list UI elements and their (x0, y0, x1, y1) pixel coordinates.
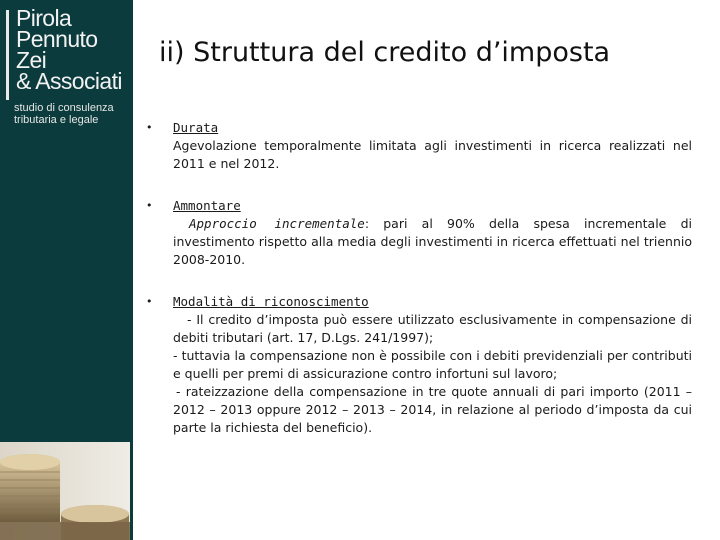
bullet-dot: • (146, 121, 153, 134)
logo-line-3: Zei (16, 47, 47, 73)
bullet-line-3: - rateizzazione della compensazione in tre quote annuali di pari importo (2011 – 2012 – 2013 oppure 2012 – 2013 – 2014, in relazione al periodo d’imposta da cui parte la richiesta del beneficio). (173, 384, 692, 435)
bullet-modalita (146, 293, 692, 437)
slide-title: ii) Struttura del credito d’imposta (159, 37, 611, 68)
sidebar (0, 0, 133, 540)
logo-line-4: & Associati (16, 68, 122, 94)
tagline (14, 102, 130, 126)
firm-logo (6, 5, 130, 126)
bullet-durata (146, 119, 692, 173)
bullet-heading: Modalità di riconoscimento (173, 294, 369, 309)
lead-rest: : pari al 90% della spesa incrementale di investimento rispetto alla media degli investimenti in ricerca effettuati nel triennio 2008-2010. (173, 216, 692, 267)
lead-italic: Approccio incrementale (189, 216, 365, 231)
logo-line-1: Pirola (16, 5, 72, 31)
bullet-heading: Ammontare (173, 198, 241, 213)
slide-content (146, 119, 692, 437)
bullet-heading: Durata (173, 120, 219, 135)
bullet-text (173, 215, 692, 269)
bullet-dot: • (146, 199, 153, 212)
logo-line-2: Pennuto (16, 26, 98, 52)
coins-photo (0, 442, 130, 540)
logo-bar (6, 10, 9, 100)
bullet-dot: • (146, 295, 153, 308)
bullet-line-1: - Il credito d’imposta può essere utilizzato esclusivamente in compensazione di debiti tributari (art. 17, D.Lgs. 241/1997); (173, 312, 692, 345)
tagline-line-1: studio di consulenza (14, 102, 114, 114)
coins-illustration (0, 442, 130, 540)
tagline-line-2: tributaria e legale (14, 114, 99, 126)
bullet-text: Agevolazione temporalmente limitata agli investimenti in ricerca realizzati nel 2011 e nel 2012. (173, 138, 692, 171)
bullet-ammontare (146, 197, 692, 269)
bullet-line-2: - tuttavia la compensazione non è possibile con i debiti previdenziali per contributi e quelli per premi di assicurazione contro infortuni sul lavoro; (173, 348, 692, 381)
